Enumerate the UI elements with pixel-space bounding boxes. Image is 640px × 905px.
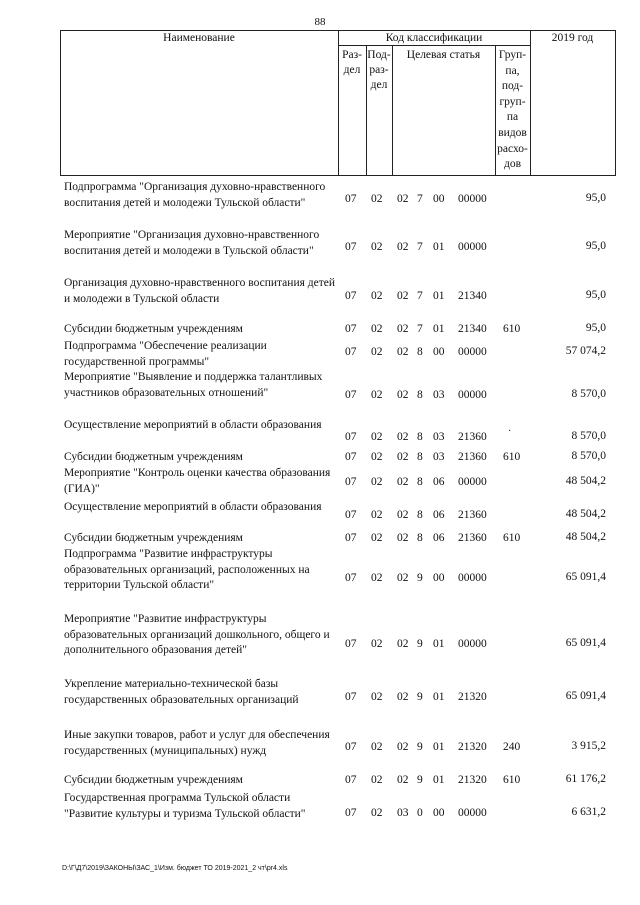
row-cs1: 02 — [397, 389, 409, 401]
row-cs2: 9 — [417, 572, 423, 584]
row-cs2: 7 — [417, 241, 423, 253]
row-cs3: 01 — [433, 323, 445, 335]
row-amount: 8 570,0 — [571, 450, 606, 462]
row-razdel: 07 — [345, 323, 357, 335]
row-cs1: 02 — [397, 346, 409, 358]
row-podrazdel: 02 — [371, 451, 383, 463]
row-cs3: 00 — [433, 346, 445, 358]
row-razdel: 07 — [345, 346, 357, 358]
row-podrazdel: 02 — [371, 431, 383, 443]
row-cs3: 01 — [433, 241, 445, 253]
header-razdel: Раз- дел — [342, 49, 362, 76]
row-cs3: 01 — [433, 741, 445, 753]
row-cs1: 02 — [397, 741, 409, 753]
row-name: Организация духовно-нравственного воспитания детей и молодежи в Тульской области — [64, 277, 335, 305]
page-number: 88 — [314, 16, 326, 28]
row-vr: 610 — [503, 323, 521, 335]
row-podrazdel: 02 — [371, 346, 383, 358]
row-podrazdel: 02 — [371, 807, 383, 819]
header-podrazdel: Под- раз- дел — [367, 49, 391, 91]
row-cs4: 21320 — [458, 691, 487, 703]
row-cs1: 02 — [397, 241, 409, 253]
row-name: Субсидии бюджетным учреждениям — [64, 451, 243, 463]
row-cs2: 9 — [417, 691, 423, 703]
header-name: Наименование — [163, 32, 235, 44]
row-cs4: 00000 — [458, 476, 487, 488]
row-amount: 95,0 — [585, 322, 606, 334]
row-cs4: 21340 — [458, 323, 487, 335]
row-amount: 8 570,0 — [571, 430, 606, 442]
row-name: Субсидии бюджетным учреждениям — [64, 774, 243, 786]
row-cs1: 02 — [397, 509, 409, 521]
row-cs4: 21360 — [458, 431, 487, 443]
row-cs3: 01 — [433, 638, 445, 650]
row-name: Мероприятие "Выявление и поддержка талантливых участников образовательных отношений" — [64, 371, 323, 399]
row-cs3: 01 — [433, 774, 445, 786]
row-cs3: 00 — [433, 572, 445, 584]
row-cs2: 8 — [417, 476, 423, 488]
row-cs1: 02 — [397, 431, 409, 443]
row-cs3: 06 — [433, 532, 445, 544]
header-group: Груп- па, под- груп- па видов расхо- дов — [497, 49, 528, 171]
row-razdel: 07 — [345, 691, 357, 703]
row-cs1: 02 — [397, 451, 409, 463]
row-amount: 48 504,2 — [565, 475, 606, 487]
row-cs1: 02 — [397, 638, 409, 650]
row-cs3: 03 — [433, 431, 445, 443]
row-amount: 65 091,4 — [565, 690, 606, 702]
row-amount: 65 091,4 — [565, 637, 606, 649]
row-amount: 3 915,2 — [571, 740, 606, 752]
row-amount: 48 504,2 — [565, 508, 606, 520]
row-podrazdel: 02 — [371, 532, 383, 544]
row-amount: 95,0 — [585, 192, 606, 204]
row-cs3: 06 — [433, 476, 445, 488]
row-cs3: 06 — [433, 509, 445, 521]
row-razdel: 07 — [345, 741, 357, 753]
row-cs2: 9 — [417, 638, 423, 650]
row-name: Иные закупки товаров, работ и услуг для обеспечения государственных (муниципальных) нужд — [64, 729, 330, 757]
row-cs2: 8 — [417, 532, 423, 544]
row-cs3: 01 — [433, 691, 445, 703]
row-amount: 65 091,4 — [565, 571, 606, 583]
row-amount: 61 176,2 — [565, 773, 606, 785]
row-cs4: 00000 — [458, 389, 487, 401]
row-name: Субсидии бюджетным учреждениям — [64, 532, 243, 544]
row-cs3: 00 — [433, 807, 445, 819]
row-cs1: 02 — [397, 774, 409, 786]
row-name: Субсидии бюджетным учреждениям — [64, 323, 243, 335]
row-cs2: 9 — [417, 774, 423, 786]
row-cs4: 00000 — [458, 807, 487, 819]
row-cs4: 00000 — [458, 241, 487, 253]
row-cs1: 02 — [397, 193, 409, 205]
row-razdel: 07 — [345, 774, 357, 786]
row-podrazdel: 02 — [371, 638, 383, 650]
row-podrazdel: 02 — [371, 774, 383, 786]
row-cs1: 02 — [397, 691, 409, 703]
row-cs4: 21320 — [458, 741, 487, 753]
row-razdel: 07 — [345, 638, 357, 650]
row-razdel: 07 — [345, 241, 357, 253]
row-cs2: 8 — [417, 451, 423, 463]
stray-mark: · — [508, 426, 512, 437]
row-cs1: 02 — [397, 532, 409, 544]
row-name: Мероприятие "Организация духовно-нравственного воспитания детей и молодежи в Тульской области" — [64, 229, 320, 257]
header-year: 2019 год — [551, 32, 594, 44]
row-cs2: 0 — [417, 807, 423, 819]
row-cs4: 21360 — [458, 532, 487, 544]
row-podrazdel: 02 — [371, 572, 383, 584]
row-cs2: 8 — [417, 389, 423, 401]
row-razdel: 07 — [345, 532, 357, 544]
row-podrazdel: 02 — [371, 290, 383, 302]
row-cs4: 00000 — [458, 193, 487, 205]
row-razdel: 07 — [345, 451, 357, 463]
row-podrazdel: 02 — [371, 509, 383, 521]
row-name: Осуществление мероприятий в области образования — [64, 501, 322, 513]
row-cs2: 8 — [417, 346, 423, 358]
row-amount: 95,0 — [585, 289, 606, 301]
row-razdel: 07 — [345, 572, 357, 584]
row-name: Подпрограмма "Развитие инфраструктуры образовательных организаций, расположенных на территории Тульской области" — [64, 548, 310, 591]
row-cs1: 02 — [397, 323, 409, 335]
row-name: Мероприятие "Контроль оценки качества образования (ГИА)" — [64, 467, 331, 495]
row-cs2: 8 — [417, 431, 423, 443]
row-cs1: 02 — [397, 476, 409, 488]
file-path-footer: D:\Г\Д7\2019\ЗАКОНЫ\ЗАС_1\Изм. бюджет ТО 2019-2021_2 чт\pr4.xls — [62, 865, 288, 872]
row-razdel: 07 — [345, 807, 357, 819]
row-podrazdel: 02 — [371, 193, 383, 205]
row-cs1: 03 — [397, 807, 409, 819]
row-cs2: 7 — [417, 290, 423, 302]
row-podrazdel: 02 — [371, 241, 383, 253]
row-name: Мероприятие "Развитие инфраструктуры образовательных организаций дошкольного, общего и дополнительного образования детей" — [64, 613, 330, 656]
row-name: Государственная программа Тульской области "Развитие культуры и туризма Тульской области" — [64, 792, 306, 820]
row-cs1: 02 — [397, 572, 409, 584]
row-razdel: 07 — [345, 389, 357, 401]
header-code: Код классификации — [385, 32, 483, 44]
row-cs4: 21340 — [458, 290, 487, 302]
row-amount: 8 570,0 — [571, 388, 606, 400]
header-target: Целевая статья — [406, 49, 481, 61]
row-amount: 48 504,2 — [565, 531, 606, 543]
row-cs2: 9 — [417, 741, 423, 753]
row-cs3: 00 — [433, 193, 445, 205]
row-name: Укрепление материально-технической базы государственных образовательных организаций — [64, 678, 299, 706]
row-vr: 610 — [503, 774, 521, 786]
row-cs3: 01 — [433, 290, 445, 302]
row-vr: 240 — [503, 741, 521, 753]
row-cs4: 00000 — [458, 572, 487, 584]
row-cs4: 21320 — [458, 774, 487, 786]
row-podrazdel: 02 — [371, 389, 383, 401]
row-cs2: 7 — [417, 193, 423, 205]
row-cs2: 7 — [417, 323, 423, 335]
row-name: Подпрограмма "Обеспечение реализации государственной программы" — [64, 340, 267, 368]
row-podrazdel: 02 — [371, 691, 383, 703]
row-razdel: 07 — [345, 431, 357, 443]
row-podrazdel: 02 — [371, 741, 383, 753]
row-cs4: 21360 — [458, 509, 487, 521]
row-cs4: 00000 — [458, 638, 487, 650]
row-razdel: 07 — [345, 193, 357, 205]
row-name: Осуществление мероприятий в области образования — [64, 419, 322, 431]
row-podrazdel: 02 — [371, 323, 383, 335]
row-cs2: 8 — [417, 509, 423, 521]
row-razdel: 07 — [345, 509, 357, 521]
row-cs4: 00000 — [458, 346, 487, 358]
row-amount: 95,0 — [585, 240, 606, 252]
row-razdel: 07 — [345, 476, 357, 488]
row-vr: 610 — [503, 532, 521, 544]
row-cs3: 03 — [433, 389, 445, 401]
row-amount: 6 631,2 — [571, 806, 606, 818]
row-cs4: 21360 — [458, 451, 487, 463]
row-vr: 610 — [503, 451, 521, 463]
row-podrazdel: 02 — [371, 476, 383, 488]
row-cs3: 03 — [433, 451, 445, 463]
row-amount: 57 074,2 — [565, 345, 606, 357]
row-razdel: 07 — [345, 290, 357, 302]
row-name: Подпрограмма "Организация духовно-нравственного воспитания детей и молодежи Тульской области" — [64, 181, 326, 209]
row-cs1: 02 — [397, 290, 409, 302]
